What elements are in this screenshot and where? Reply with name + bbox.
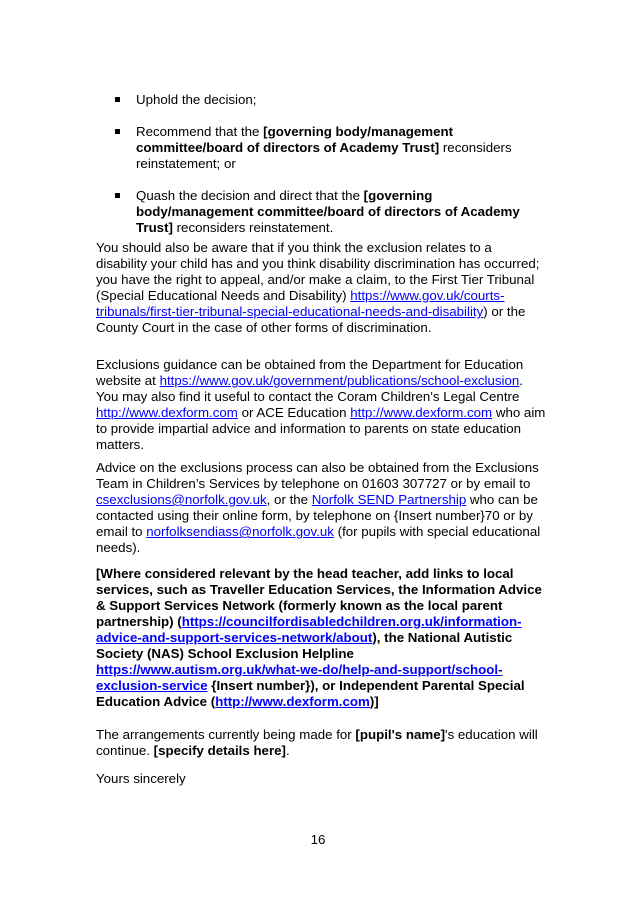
bullet-text: Recommend that the xyxy=(136,124,264,139)
options-list xyxy=(96,92,546,252)
list-item xyxy=(96,188,546,236)
bullet-text: Quash the decision and direct that the xyxy=(136,188,364,203)
advice-paragraph xyxy=(96,460,546,556)
ipsea-link[interactable]: http://www.dexform.com xyxy=(215,694,370,709)
bullet-text: Uphold the decision; xyxy=(136,92,257,107)
coram-link[interactable]: http://www.dexform.com xyxy=(96,405,238,420)
paragraph-text: . You may also find it useful to contact the Coram Children's Legal Centre xyxy=(96,373,523,404)
bullet-icon xyxy=(115,97,120,102)
paragraph-text: ), the National Autistic Society (NAS) School Exclusion Helpline xyxy=(96,630,513,661)
paragraph-text: 's education will continue. xyxy=(96,727,538,758)
paragraph-text: who can be contacted using their online form, by telephone on {Insert number}70 or by email to xyxy=(96,492,538,539)
paragraph-text: )] xyxy=(369,694,379,709)
paragraph-text: (for pupils with special educational needs). xyxy=(96,524,541,555)
norfolk-send-link[interactable]: Norfolk SEND Partnership xyxy=(311,492,467,507)
paragraph-text: who aim to provide impartial advice and information to parents on state education matters. xyxy=(96,405,546,452)
local-services-paragraph xyxy=(96,566,546,710)
nas-helpline-link[interactable]: https://www.autism.org.uk/what-we-do/help-and-support/school-exclusion-service xyxy=(96,662,503,693)
paragraph-text: [Where considered relevant by the head teacher, add links to local services, such as Traveller Education Services, the Information Advice & Support Services Network (formerly known as the local parent partnership) ( xyxy=(96,566,542,629)
paragraph-text: , or the xyxy=(266,492,312,507)
paragraph-text: . xyxy=(285,743,290,758)
paragraph-text: ) or the County Court in the case of other forms of discrimination. xyxy=(96,304,526,335)
bullet-text: reconsiders reinstatement. xyxy=(172,220,334,235)
sendiass-email-link[interactable]: norfolksendiass@norfolk.gov.uk xyxy=(146,524,334,539)
guidance-paragraph xyxy=(96,357,546,453)
iass-network-link[interactable]: https://councilfordisabledchildren.org.uk/information-advice-and-support-services-network/about xyxy=(96,614,522,645)
paragraph-text: Exclusions guidance can be obtained from the Department for Education website at xyxy=(96,357,524,388)
pupil-name-placeholder: [pupil's name] xyxy=(355,727,446,742)
page-number: 16 xyxy=(310,832,326,847)
dfe-exclusion-link[interactable]: https://www.gov.uk/government/publications/school-exclusion xyxy=(159,373,520,388)
closing: Yours sincerely xyxy=(96,771,186,786)
paragraph-text: You should also be aware that if you think the exclusion relates to a disability your child has and you think disability discrimination has occurred; you have the right to appeal, and/or make a claim, to the First Tier Tribunal (Special Educational Needs and Disability) xyxy=(96,240,540,303)
bullet-bold-text: [governing body/management committee/board of directors of Academy Trust] xyxy=(136,124,454,155)
bullet-icon xyxy=(115,129,120,134)
bullet-text: reconsiders reinstatement; or xyxy=(136,140,512,171)
list-item xyxy=(96,124,546,172)
arrangements-paragraph xyxy=(96,727,546,759)
paragraph-text: The arrangements currently being made for xyxy=(96,727,356,742)
bullet-icon xyxy=(115,193,120,198)
ace-link[interactable]: http://www.dexform.com xyxy=(350,405,493,420)
bullet-bold-text: [governing body/management committee/board of directors of Academy Trust] xyxy=(136,188,520,235)
disability-paragraph xyxy=(96,240,546,336)
paragraph-text: Advice on the exclusions process can also be obtained from the Exclusions Team in Children’s Services by telephone on 01603 307727 or by email to xyxy=(96,460,539,491)
details-placeholder: [specify details here] xyxy=(153,743,286,758)
csexclusions-email-link[interactable]: csexclusions@norfolk.gov.uk xyxy=(96,492,267,507)
paragraph-text: {Insert number}), or Independent Parental Special Education Advice ( xyxy=(96,678,525,709)
list-item xyxy=(96,92,546,108)
paragraph-text: or ACE Education xyxy=(237,405,351,420)
tribunal-link[interactable]: https://www.gov.uk/courts-tribunals/first-tier-tribunal-special-educational-needs-and-disability xyxy=(96,288,505,319)
